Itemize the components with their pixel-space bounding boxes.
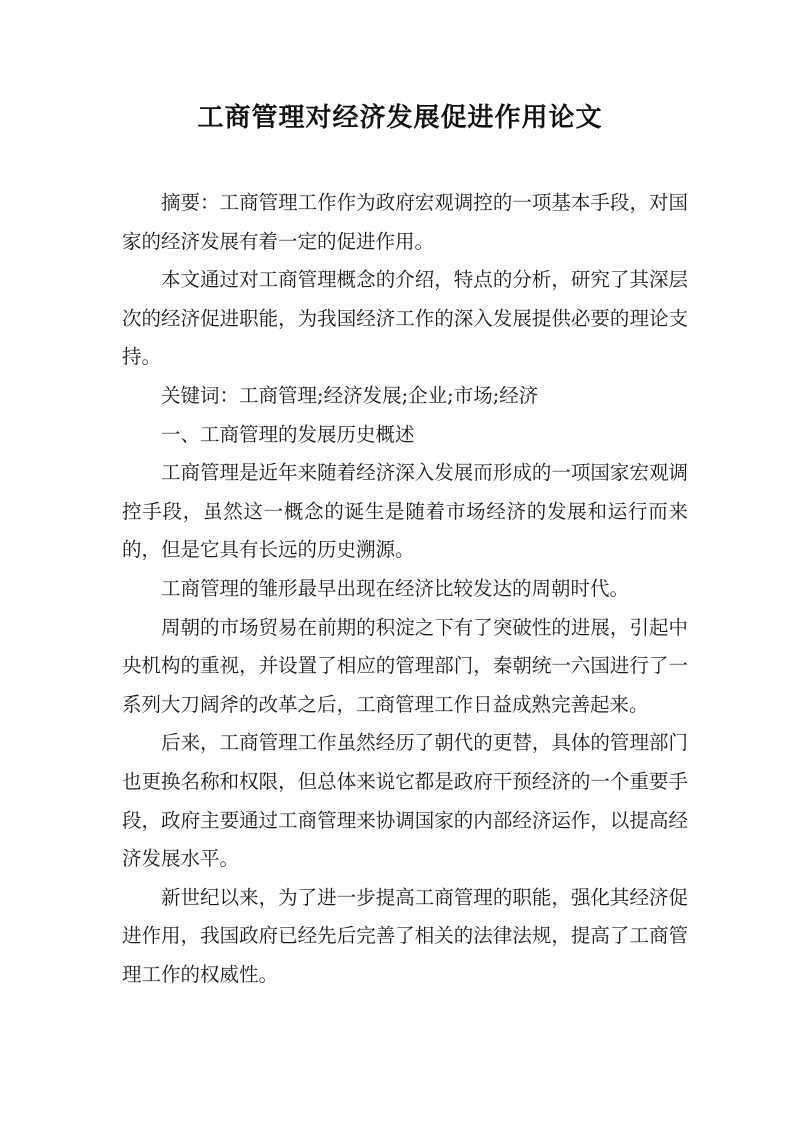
document-title: 工商管理对经济发展促进作用论文	[197, 103, 603, 133]
abstract-paragraph: 摘要：工商管理工作作为政府宏观调控的一项基本手段，对国家的经济发展有着一定的促进作用。	[122, 191, 688, 253]
body-paragraph: 新世纪以来，为了进一步提高工商管理的职能，强化其经济促进作用，我国政府已经先后完善了相关的法律法规，提高了工商管理工作的权威性。	[122, 885, 688, 986]
body-paragraph: 周朝的市场贸易在前期的积淀之下有了突破性的进展，引起中央机构的重视，并设置了相应的管理部门，秦朝统一六国进行了一系列大刀阔斧的改革之后，工商管理工作日益成熟完善起来。	[122, 615, 688, 716]
body-paragraph: 工商管理的雏形最早出现在经济比较发达的周朝时代。	[161, 576, 630, 600]
section-heading: 一、工商管理的发展历史概述	[161, 422, 415, 446]
body-paragraph: 后来，工商管理工作虽然经历了朝代的更替，具体的管理部门也更换名称和权限，但总体来说它都是政府干预经济的一个重要手段，政府主要通过工商管理来协调国家的内部经济运作，以提高经济发展水平。	[122, 731, 688, 871]
document-body	[122, 184, 688, 994]
abstract-paragraph-2: 本文通过对工商管理概念的介绍，特点的分析，研究了其深层次的经济促进职能，为我国经济工作的深入发展提供必要的理论支持。	[122, 268, 688, 369]
keywords-paragraph: 关键词：工商管理;经济发展;企业;市场;经济	[161, 383, 539, 407]
body-paragraph: 工商管理是近年来随着经济深入发展而形成的一项国家宏观调控手段，虽然这一概念的诞生是随着市场经济的发展和运行而来的，但是它具有长远的历史溯源。	[122, 461, 688, 562]
